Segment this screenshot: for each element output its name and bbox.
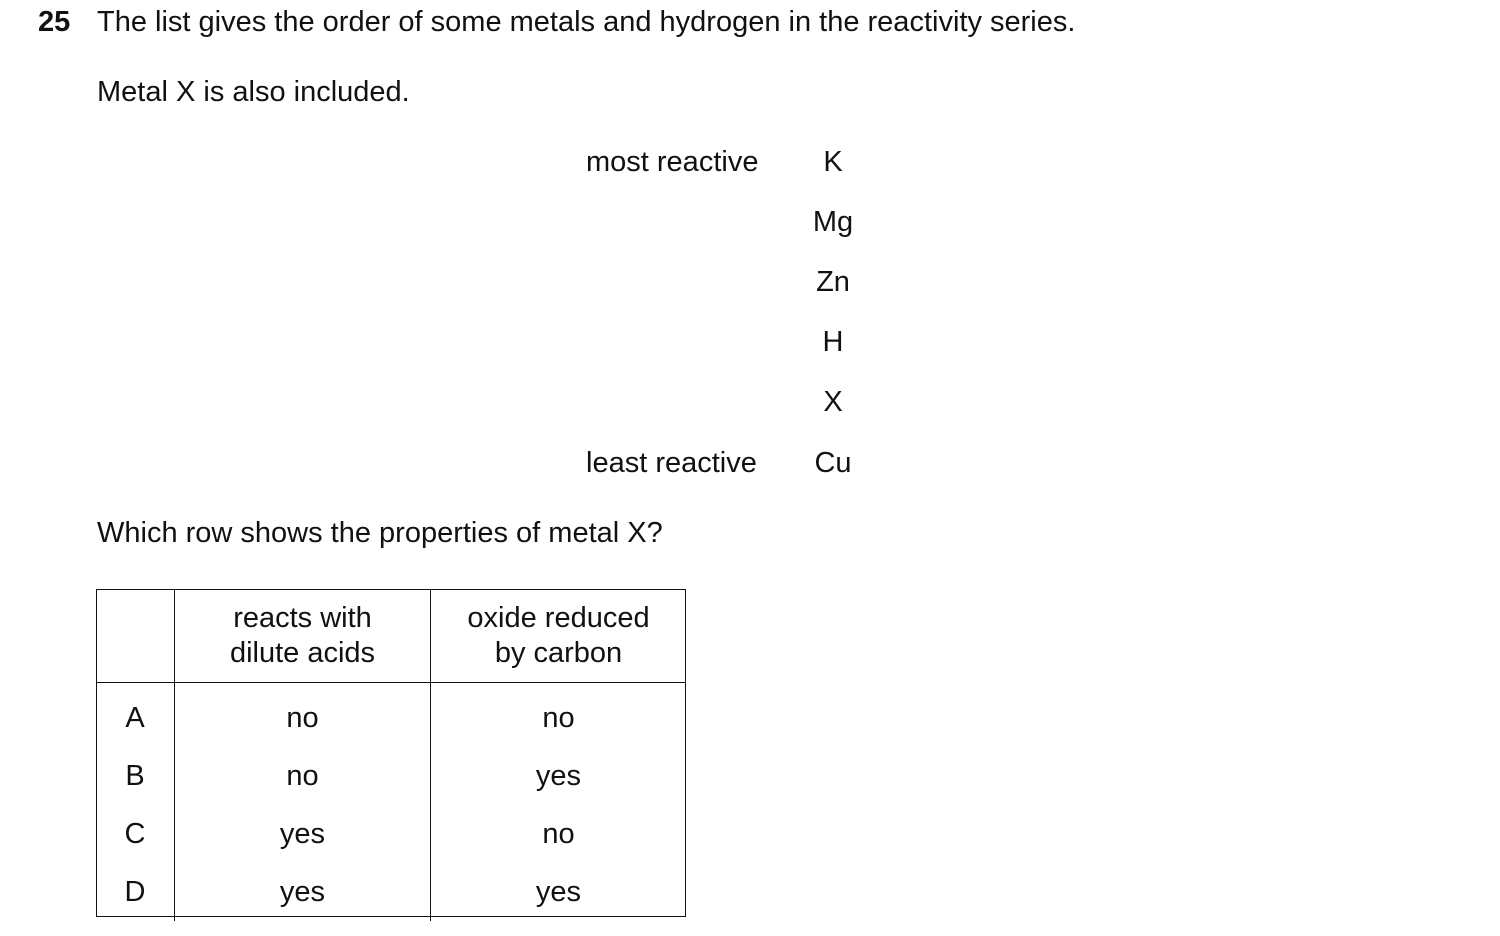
most-reactive-label: most reactive: [586, 146, 759, 178]
series-symbol: Cu: [814, 447, 852, 479]
series-symbol: Mg: [812, 206, 854, 238]
row-label: A: [96, 683, 175, 748]
question-number: 25: [38, 6, 71, 38]
header-carbon: [431, 589, 687, 683]
row-label: D: [96, 863, 175, 921]
header-acids-line2: dilute acids: [229, 636, 376, 669]
table-row[interactable]: [96, 805, 686, 863]
row-label: C: [96, 805, 175, 863]
cell-carbon: no: [542, 701, 575, 734]
cell-acids: no: [175, 683, 431, 748]
header-acids: [175, 589, 431, 683]
least-reactive-label: least reactive: [586, 447, 757, 479]
table-header-row: [96, 589, 686, 683]
answer-table: [96, 589, 686, 921]
table-row[interactable]: [96, 747, 686, 805]
question-text: The list gives the order of some metals and hydrogen in the reactivity series.: [97, 6, 1076, 38]
header-carbon-line2: by carbon: [494, 636, 623, 669]
question-subtext: Metal X is also included.: [97, 76, 410, 108]
cell-carbon: no: [542, 817, 575, 850]
header-carbon-line1: oxide reduced: [467, 601, 650, 634]
series-symbol: Zn: [816, 266, 850, 298]
prompt-text: Which row shows the properties of metal X?: [97, 517, 663, 549]
cell-acids: yes: [175, 805, 431, 863]
table-row[interactable]: [96, 683, 686, 748]
series-symbol: X: [823, 386, 843, 418]
header-blank: [96, 589, 175, 683]
cell-carbon: yes: [535, 875, 582, 908]
header-acids-line1: reacts with: [233, 601, 372, 634]
cell-carbon: yes: [535, 759, 582, 792]
cell-acids: no: [175, 747, 431, 805]
cell-acids: yes: [175, 863, 431, 921]
series-symbol: H: [822, 326, 844, 358]
series-symbol: K: [823, 146, 843, 178]
row-label: B: [96, 747, 175, 805]
table-row[interactable]: [96, 863, 686, 921]
